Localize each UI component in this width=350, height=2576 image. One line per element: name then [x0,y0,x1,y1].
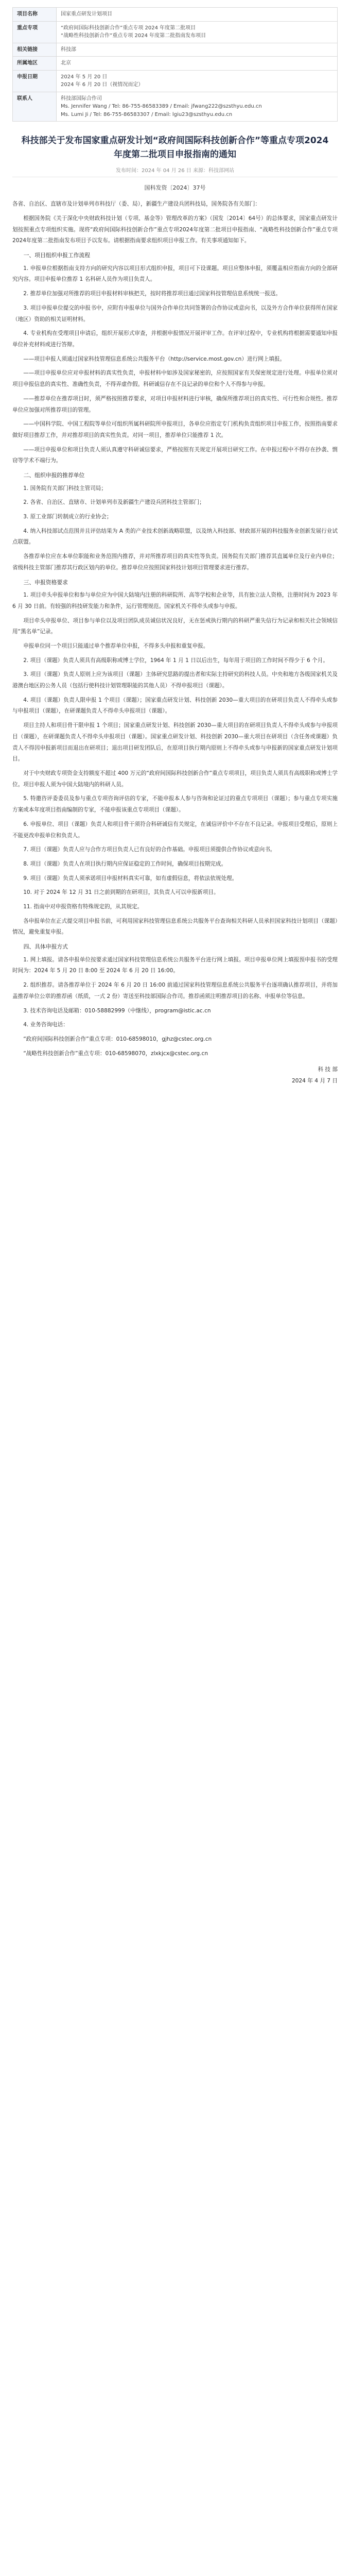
meta-key: 项目名称 [13,8,57,22]
paragraph: 各申报单位在正式提交项目申报书前，可利用国家科技管理信息系统公共服务平台查询相关科研人员承担国家科技计划项目（课题）情况，避免重复申报。 [12,918,338,936]
meta-row [13,57,338,71]
meta-row [13,21,338,43]
paragraph: ——中国科学院、中国工程院等单位可组织所属科研院所申报项目，各单位应指定专门机构负责组织项目申报工作，按照指南要求做好项目推荐工作，并对推荐项目的真实性负责。对同一项目，推荐单位只能推荐 1 次。 [12,421,338,438]
section-heading: 三、申报资格要求 [23,579,68,586]
meta-value[interactable] [57,43,338,57]
meta-value [57,70,338,92]
paragraph: 5. 特邀咨评委委员及参与重点专项咨询评估的专家，不能申报本人参与咨询和论证过的重点专项项目（课题）；参与重点专项实施方案或本年度项目指南编制的专家，不能申报该重点专项项目（课题）。 [12,795,338,814]
contact-list [57,92,338,122]
paragraph: 4. 项目（课题）负责人限申报 1 个项目（课题）；国家重点研发计划、科技创新 2030—重大项目的在研项目负责人不得牵头或参与申报项目（课题），在研课题负责人不得牵头申报项目（课题）。 [12,697,338,715]
section-heading: 二、组织申报的推荐单位 [23,472,85,479]
paragraph: 3. 项目申报单位提交的申报书中，应附有申报单位与国外合作单位共同签署的合作协议或意向书，以及外方合作单位获得所在国家（地区）资助的相关证明材料。 [12,304,338,323]
paragraph: 11. 指南中对申报资格有特殊规定的，从其规定。 [23,904,143,910]
meta-key: 申报日期 [13,70,57,92]
meta-table-body [13,8,338,122]
paragraph: 1. 网上填报。请各申报单位按要求通过国家科技管理信息系统公共服务平台进行网上填报。项目申报单位网上填报预申报书的受理时间为：2024 年 5 月 20 日 8:00 至 2024 年 6 月 20 日 16:00。 [12,956,338,974]
paragraph: “政府间国际科技创新合作”重点专项：010-68598010，gjhz@cstec.org.cn [23,1036,212,1042]
page [0,0,350,1099]
contact-line2[interactable]: Ms. Lumi Ji / Tel: 86-755-86583307 / Email: lgiu23@szsthyu.edu.cn [61,111,233,117]
paragraph: 3. 项目（课题）负责人原则上应为该项目（课题）主体研究思路的提出者和实际主持研究的科技人员。中央和地方各级国家机关及港澳台地区的公务人员（包括行使科技计划管理职能的其他人员）不得申报项目（课题）。 [12,671,338,689]
paragraph: 10. 对于 2024 年 12 月 31 日之前到期的在研项目，其负责人可以申报新项目。 [23,889,219,896]
document-body [12,213,338,1059]
paragraph: 4. 专业机构在受理项目申请后，组织开展形式审查，并根据申报情况开展评审工作。在评审过程中，专业机构将根据需要通知申报单位补充材料或进行答辩。 [12,330,338,348]
paragraph: 2. 推荐单位加强对所推荐的项目申报材料审核把关，按时将推荐项目通过国家科技管理信息系统统一报送。 [23,291,281,297]
paragraph: 项目主持人和项目骨干限申报 1 个项目；国家重点研发计划、科技创新 2030—重大项目的在研项目负责人不得牵头或参与申报项目（课题），在研课题负责人不得牵头申报项目（课题）。国家重点研发计划、科技创新 2030—重大项目在研项目（含任务或课题）负责人不得因申报新项目而退出在研项目；退出项目研发团队后，在原项目执行期内原则上不得牵头或参与申报新的国家重点研发计划项目。 [12,722,338,762]
meta-row [13,8,338,22]
meta-row-contacts [13,92,338,122]
paragraph: ——推荐单位在推荐项目时，须严格按照推荐要求，对项目申报材料进行审核，确保所推荐项目的真实性、可行性和合规性。推荐单位应加强对所推荐项目的管理。 [12,395,338,413]
meta-value [57,57,338,71]
signature-date: 2024 年 4 月 7 日 [291,1077,338,1084]
paragraph: 1. 申报单位根据指南支持方向的研究内容以项目形式组织申报，项目可下设课题。项目应整体申报，须覆盖相应指南方向的全部研究内容。项目申报单位推荐 1 名科研人员作为项目负责人。 [12,265,338,283]
contact-name: 科技部国际合作司 [61,95,102,101]
meta-value-line: 北京 [61,60,71,66]
meta-value-line: 科技部 [61,46,76,53]
paragraph: 8. 项目（课题）负责人在项目执行期内应保证稳定的工作时间，确保项目按期完成。 [23,860,227,867]
paragraph: ——项目申报人须通过国家科技管理信息系统公共服务平台（http://service.most.gov.cn）进行网上填报。 [23,355,286,362]
meta-key: 重点专项 [13,21,57,43]
paragraph: ——项目申报单位和项目负责人须认真遵守科研诚信要求，严格按照有关规定开展项目研究工作。在申报过程中不得存在抄袭、剽窃等学术不端行为。 [12,446,338,464]
paragraph: 各推荐单位应在本单位职能和业务范围内推荐，并对所推荐项目的真实性等负责。国务院有关部门推荐其直属单位及行业内单位；省级科技主管部门推荐其行政区划内的单位。推荐单位应按照国家科技计划项目管理要求进行推荐。 [12,553,338,571]
meta-value-line: 2024 年 5 月 20 日 [61,74,108,80]
paragraph: 2. 组织推荐。请各推荐单位于 2024 年 6 月 20 日 16:00 前通过国家科技管理信息系统公共服务平台逐项确认推荐项目，并将加盖推荐单位公章的推荐函（纸质，一式 2 份）寄送至科技部国际合作司。推荐函须注明推荐项目的名称、申报单位等信息。 [12,982,338,999]
paragraph: 2. 各省、自治区、直辖市、计划单列市及新疆生产建设兵团科技主管部门； [23,499,205,506]
meta-value [57,8,338,22]
paragraph: 2. 项目（课题）负责人须具有高级职称或博士学位，1964 年 1 月 1 日以后出生，每年用于项目的工作时间不得少于 6 个月。 [23,657,328,664]
meta-row [13,70,338,92]
paragraph: 对于中央财政专项资金支持额度不超过 400 万元的“政府间国际科技创新合作”重点专项项目，项目负责人须具有高级职称或博士学位。项目申报人须为中国大陆境内的科研人员。 [12,770,338,788]
paragraph: 4. 纳入科技部试点范围并且评估结果为 A 类的产业技术创新战略联盟，以及纳入科技部、财政部开展的科技服务业创新发展行业试点联盟。 [12,528,338,546]
paragraph: 7. 项目（课题）负责人应与合作方项目负责人已有良好的合作基础。申报项目须提供合作协议或意向书。 [23,846,276,853]
contact-line1[interactable]: Ms. Jennifer Wang / Tel: 86-755-86583389 / Email: jfwang222@szsthyu.edu.cn [61,104,262,109]
meta-row [13,43,338,57]
paragraph: 项目牵头申报单位、项目参与单位以及项目团队成员诚信状况良好，无在惩戒执行期内的科研严重失信行为记录和相关社会领域信用“黑名单”记录。 [12,617,338,635]
meta-key: 相关链接 [13,43,57,57]
paragraph: 申报单位同一个项目只能通过单个推荐单位申报，不得多头申报和重复申报。 [23,642,209,649]
paragraph: 根据国务院《关于深化中央财政科技计划（专项、基金等）管理改革的方案》（国发〔2014〕64号）的总体要求，国家重点研发计划按照重点专项组织实施。现将“政府间国际科技创新合作”重点专项2024年度第二批项目申报指南、“战略性科技创新合作”重点专项2024年度第二批指南发布项目予以发布。请根据指南要求组织项目申报工作。有关事项通知如下。 [12,215,338,244]
paragraph: ——项目申报单位应对申报材料的真实性负责，申报材料中如涉及国家秘密的，应按照国家有关保密规定进行处理。申报单位须对项目申报信息的真实性、准确性负责，不得弄虚作假。科研诚信存在不良记录的单位和个人不得参与申报。 [12,370,338,388]
signature: 科 技 部 [318,1066,338,1073]
meta-key: 联系人 [13,92,57,122]
meta-value-line: “政府间国际科技创新合作”重点专项 2024 年度第二批项目 [61,25,196,31]
section-heading: 一、项目组织申报工作流程 [23,252,91,259]
paragraph: “战略性科技创新合作”重点专项：010-68598070，zlxkjcx@cstec.org.cn [23,1050,208,1057]
document-source: 发布时间：2024 年 04 月 26 日 来源：科技部网站 [116,168,234,174]
paragraph: 3. 技术咨询电话及邮箱：010-58882999（中继线），program@istic.ac.cn [23,1007,211,1014]
document-title: 科技部关于发布国家重点研发计划“政府间国际科技创新合作”等重点专项2024年度第二批项目申报指南的通知 [21,135,329,160]
project-meta-table [12,7,338,122]
paragraph: 6. 申报单位、项目（课题）负责人和项目骨干须符合科研诚信有关规定，在诚信评价中不存在不良记录。申报项目受理后，原则上不能更改申报单位和负责人。 [12,821,338,839]
paragraph: 4. 业务咨询电话： [23,1022,68,1028]
meta-value-line: 2024 年 6 月 20 日（视情况而定） [61,82,144,88]
paragraph: 3. 原工业部门转制成立的行业协会； [23,514,112,520]
meta-value [57,21,338,43]
document-number: 国科发资〔2024〕37号 [144,184,206,192]
section-heading: 四、具体申报方式 [23,943,68,951]
meta-value-line: “战略性科技创新合作”重点专项 2024 年度第二批指南发布项目 [61,33,206,39]
paragraph: 9. 项目（课题）负责人须承诺项目申报材料真实可靠，如有虚假信息，将依法依规处理。 [23,875,238,882]
meta-value-line: 国家重点研发计划项目 [61,11,112,17]
paragraph: 1. 项目牵头申报单位和参与单位应为中国大陆境内注册的科研院所、高等学校和企业等，具有独立法人资格，注册时间为 2023 年 6 月 30 日前。有较强的科技研发能力和条件，运行管理规范。国家机关不得牵头或参与申报。 [12,592,338,609]
paragraph: 1. 国务院有关部门科技主管司局； [23,485,107,492]
meta-key: 所属地区 [13,57,57,71]
salutation: 各省、自治区、直辖市及计划单列市科技厅（委、局），新疆生产建设兵团科技局，国务院各有关部门： [12,201,261,208]
